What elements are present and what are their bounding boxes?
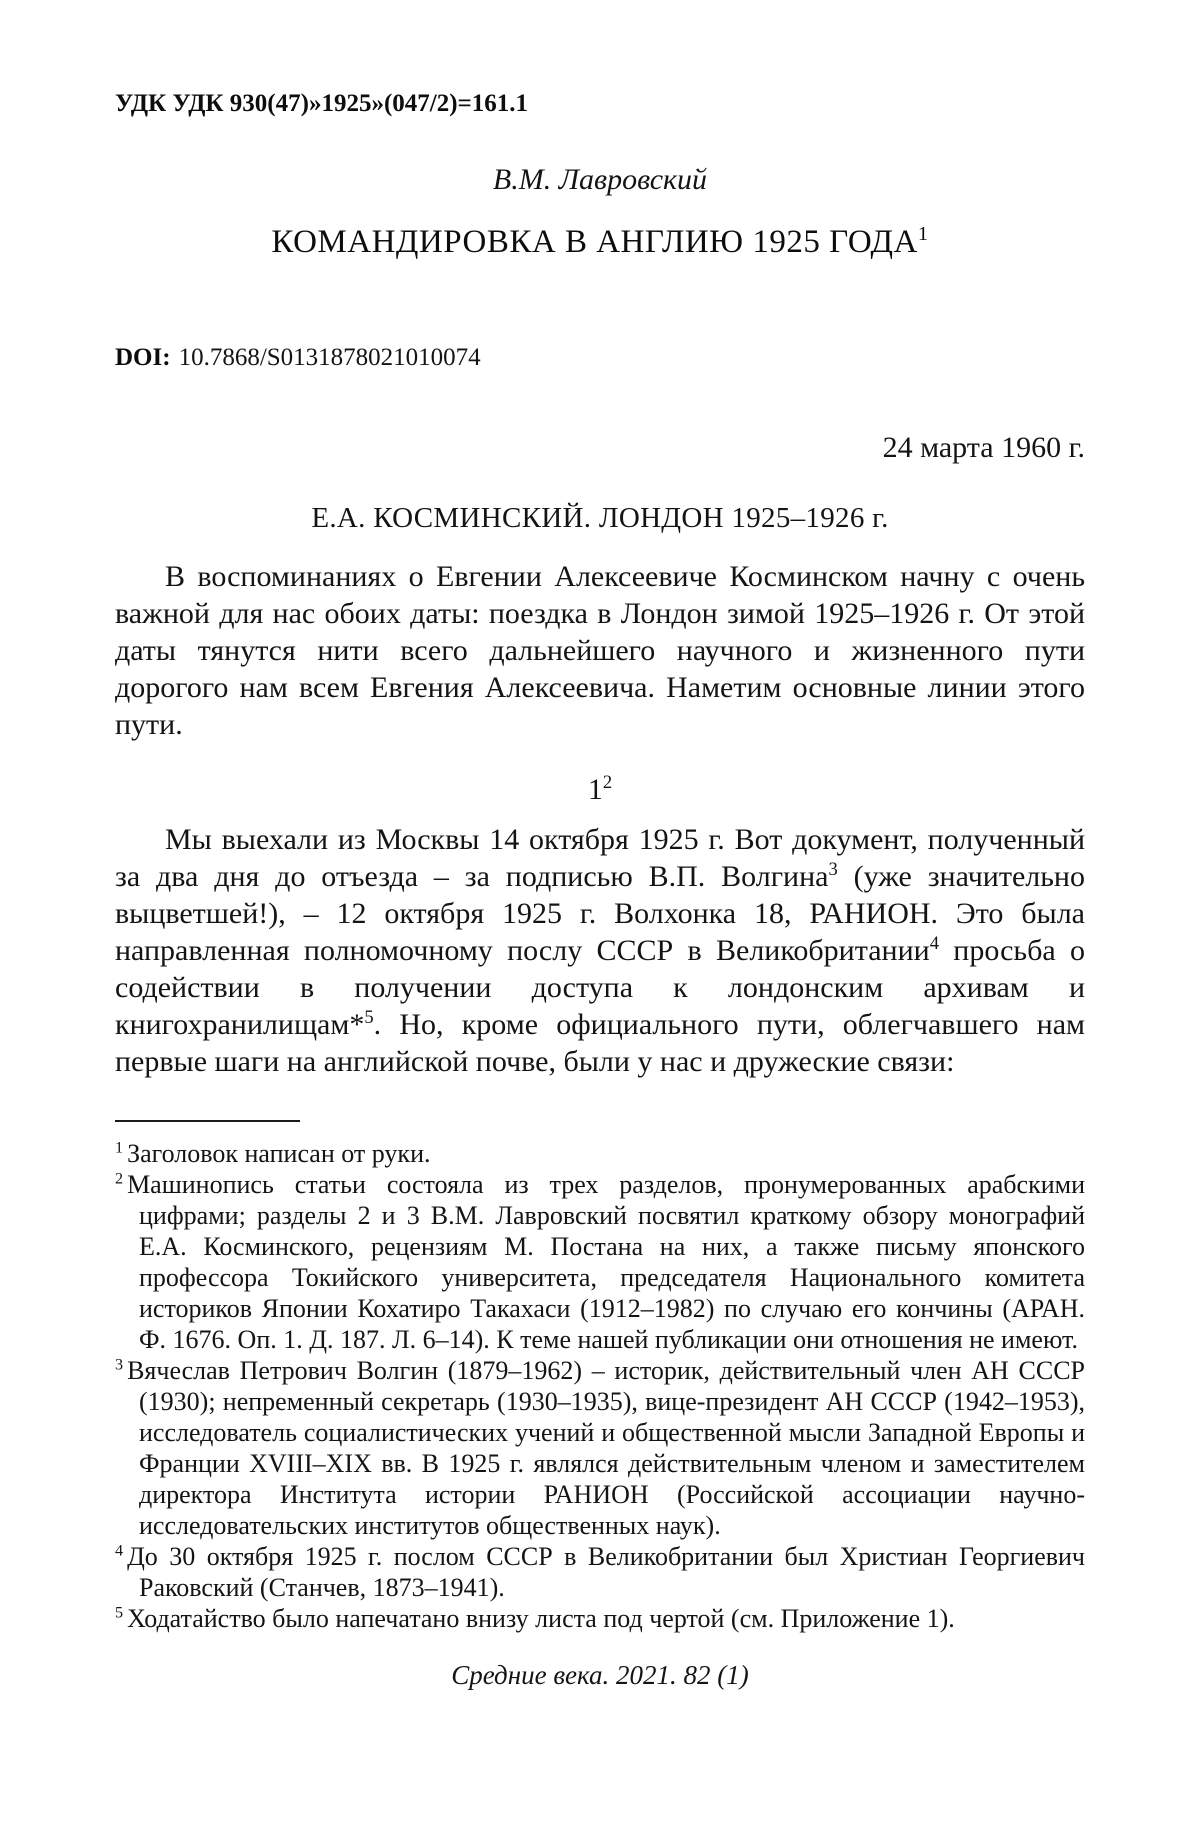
footnote-item-5 — [115, 1603, 1085, 1634]
udc-line: УДК УДК 930(47)»1925»(047/2)=161.1 — [115, 90, 529, 117]
article-title — [115, 222, 1085, 262]
footnote-marker: 3 — [115, 1356, 124, 1374]
doi-line — [115, 342, 1085, 374]
footnote-marker: 4 — [115, 1542, 124, 1560]
footnotes-section — [115, 1138, 1085, 1634]
paragraph-2: Мы выехали из Москвы 14 октября 1925 г. Вот документ, полученный за два дня до отъезда – за подписью В.П. Волгина$^3$ (уже значительно выцветшей!), – 12 октября 1925 г. Волхонка 18, РАНИОН. Это была направленная полномочному послу СССР в Великобритании$^4$ просьба о содействии в получении доступа к лондонским архивам и книгохранилищам*$^5$. Но, кроме официального пути, облегчавшего нам первые шаги на английской почве, были у нас и дружеские связи: — [115, 823, 1085, 1078]
doi-label: DOI: — [115, 344, 171, 371]
section-footnote-marker: 2 — [602, 772, 613, 793]
footnote-text: Машинопись статьи состояла из трех разделов, пронумерованных арабскими цифрами; разделы 2 и 3 В.М. Лавровский посвятил краткому обзору монографий Е.А. Косминского, рецензиям М. Постана на них, а также письму японского профессора Токийского университета, председателя Национального комитета историков Японии Кохатиро Такахаси (1912–1982) по случаю его кончины (АРАН. Ф. 1676. Оп. 1. Д. 187. Л. 6–14). К теме нашей публикации они отношения не имеют. — [127, 1170, 1085, 1354]
footnote-item-2 — [115, 1169, 1085, 1355]
footnote-text: Вячеслав Петрович Волгин (1879–1962) – историк, действительный член АН СССР (1930); непременный секретарь (1930–1935), вице-президент АН СССР (1942–1953), исследователь социалистических учений и общественной мысли Западной Европы и Франции XVIII–XIX вв. В 1925 г. являлся действительным членом и заместителем директора Института истории РАНИОН (Российской ассоциации научно-исследовательских институтов общественных наук). — [127, 1356, 1085, 1540]
footnote-marker: 2 — [115, 1170, 124, 1188]
footnote-text: До 30 октября 1925 г. послом СССР в Великобритании был Христиан Георгиевич Раковский (Станчев, 1873–1941). — [127, 1542, 1085, 1602]
article-title-text: КОМАНДИРОВКА В АНГЛИЮ 1925 ГОДА — [271, 224, 918, 260]
footnote-item-3 — [115, 1355, 1085, 1541]
footnote-item-4 — [115, 1541, 1085, 1603]
footnote-text: Ходатайство было напечатано внизу листа под чертой (см. Приложение 1). — [127, 1604, 955, 1633]
footnote-marker: 1 — [115, 1139, 124, 1157]
title-footnote-marker: 1 — [917, 223, 929, 245]
footnote-marker: 5 — [115, 1604, 124, 1622]
memoir-heading: Е.А. КОСМИНСКИЙ. ЛОНДОН 1925–1926 г. — [311, 502, 889, 534]
journal-footer: Средние века. 2021. 82 (1) — [451, 1660, 749, 1690]
author-byline: В.М. Лавровский — [492, 163, 708, 196]
footnote-item-1 — [115, 1138, 1085, 1169]
footnote-separator-rule — [115, 1120, 300, 1122]
dateline: 24 марта 1960 г. — [882, 431, 1085, 464]
paragraph-1: В воспоминаниях о Евгении Алексеевиче Косминском начну с очень важной для нас обоих даты: поездка в Лондон зимой 1925–1926 г. От этой даты тянутся нити всего дальнейшего научного и жизненного пути дорогого нам всем Евгения Алексеевича. Наметим основные линии этого пути. — [115, 560, 1085, 741]
section-number-text: 1 — [587, 773, 603, 806]
section-number-heading — [115, 771, 1085, 809]
doi-value: 10.7868/S0131878021010074 — [178, 344, 481, 371]
footnote-text: Заголовок написан от руки. — [127, 1139, 431, 1168]
